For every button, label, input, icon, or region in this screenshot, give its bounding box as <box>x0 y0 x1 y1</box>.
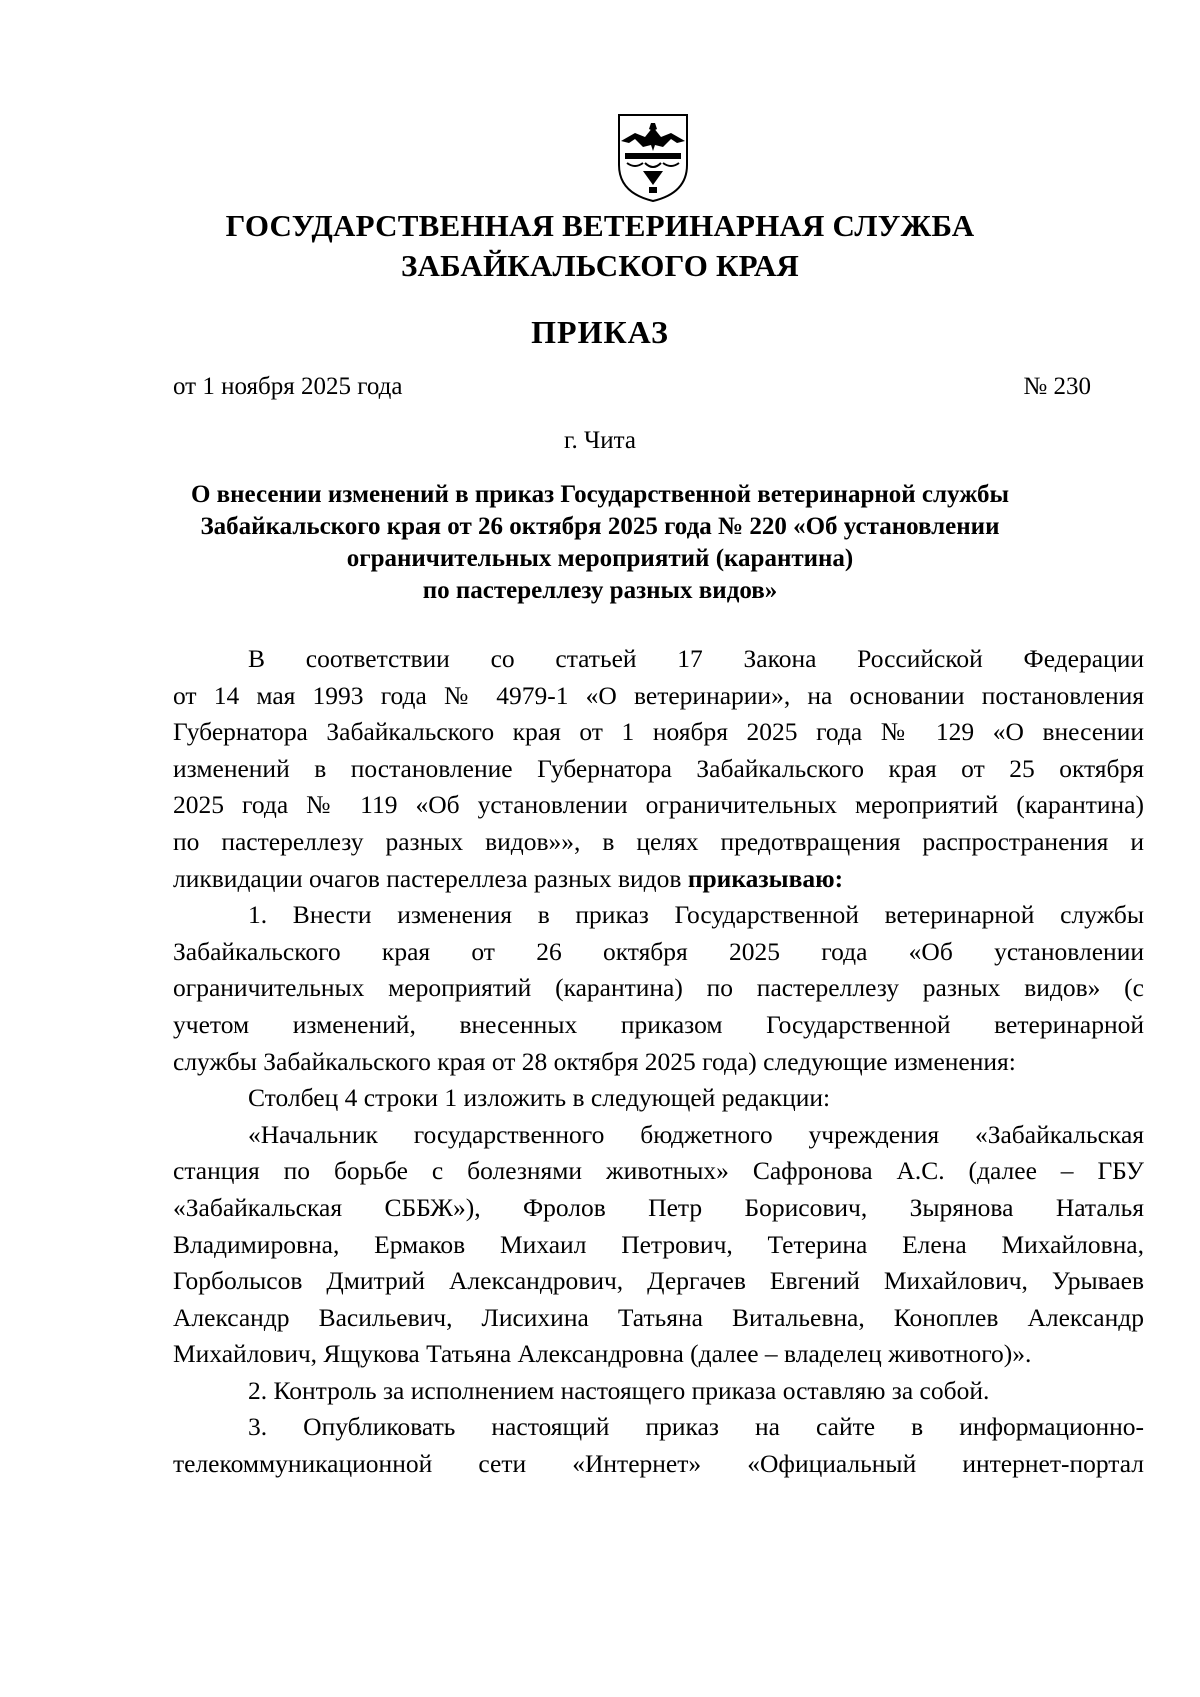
body-line: учетом изменений, внесенных приказом Государственной ветеринарной <box>173 1009 1144 1039</box>
body-line: Губернатора Забайкальского края от 1 ноября 2025 года № 129 «О внесении <box>173 717 1144 747</box>
body-line <box>173 861 1144 898</box>
body-line: 2025 года № 119 «Об установлении ограничительных мероприятий (карантина) <box>173 790 1144 820</box>
body-line: телекоммуникационной сети «Интернет» «Официальный интернет-портал <box>173 1449 1144 1479</box>
body-line: Владимировна, Ермаков Михаил Петрович, Тетерина Елена Михайловна, <box>173 1229 1144 1259</box>
body-line: от 14 мая 1993 года № 4979-1 «О ветеринарии», на основании постановления <box>173 680 1144 710</box>
body-line: станция по борьбе с болезнями животных» Сафронова А.С. (далее – ГБУ <box>173 1156 1144 1186</box>
body-line: Горболысов Дмитрий Александрович, Дергачев Евгений Михайлович, Урываев <box>173 1266 1144 1296</box>
body-line: Забайкальского края от 26 октября 2025 года «Об установлении <box>173 936 1144 966</box>
subject-line: О внесении изменений в приказ Государственной ветеринарной службы <box>190 481 1010 508</box>
subject-line: по пастереллезу разных видов» <box>422 577 778 604</box>
document-type: ПРИКАЗ <box>531 314 669 350</box>
body-line: Столбец 4 строки 1 изложить в следующей редакции: <box>248 1083 831 1113</box>
body-line: ограничительных мероприятий (карантина) по пастереллезу разных видов» (с <box>173 973 1144 1003</box>
preamble-last-text: ликвидации очагов пастереллеза разных видов <box>173 863 688 893</box>
order-word: приказываю: <box>687 863 844 893</box>
body-line: Михайлович, Ящукова Татьяна Александровна (далее – владелец животного)». <box>173 1339 1032 1369</box>
document-body <box>173 641 1144 1483</box>
subject-line: Забайкальского края от 26 октября 2025 года № 220 «Об установлении <box>200 513 1000 540</box>
subject-line: ограничительных мероприятий (карантина) <box>346 545 854 572</box>
organization-name-line2: ЗАБАЙКАЛЬСКОГО КРАЯ <box>400 248 800 283</box>
document-number: № 230 <box>1023 373 1091 400</box>
document-city: г. Чита <box>564 427 636 454</box>
organization-name-line1: ГОСУДАРСТВЕННАЯ ВЕТЕРИНАРНАЯ СЛУЖБА <box>225 208 975 243</box>
document-subject <box>175 479 1025 607</box>
body-line: «Забайкальская СББЖ»), Фролов Петр Борисович, Зырянова Наталья <box>173 1192 1144 1222</box>
coat-of-arms-icon <box>615 113 691 203</box>
body-line: 1. Внести изменения в приказ Государственной ветеринарной службы <box>248 900 1144 930</box>
body-line: «Начальник государственного бюджетного учреждения «Забайкальская <box>248 1119 1144 1149</box>
body-line: по пастереллезу разных видов»», в целях предотвращения распространения и <box>173 826 1144 856</box>
body-line: Александр Васильевич, Лисихина Татьяна Витальевна, Коноплев Александр <box>173 1302 1144 1332</box>
body-line: 3. Опубликовать настоящий приказ на сайте в информационно- <box>248 1412 1144 1442</box>
body-line: В соответствии со статьей 17 Закона Российской Федерации <box>248 644 1144 673</box>
body-line: службы Забайкальского края от 28 октября 2025 года) следующие изменения: <box>173 1046 1016 1076</box>
body-line: изменений в постановление Губернатора Забайкальского края от 25 октября <box>173 753 1144 783</box>
body-line: 2. Контроль за исполнением настоящего приказа оставляю за собой. <box>248 1375 990 1405</box>
document-date: от 1 ноября 2025 года <box>173 373 403 400</box>
